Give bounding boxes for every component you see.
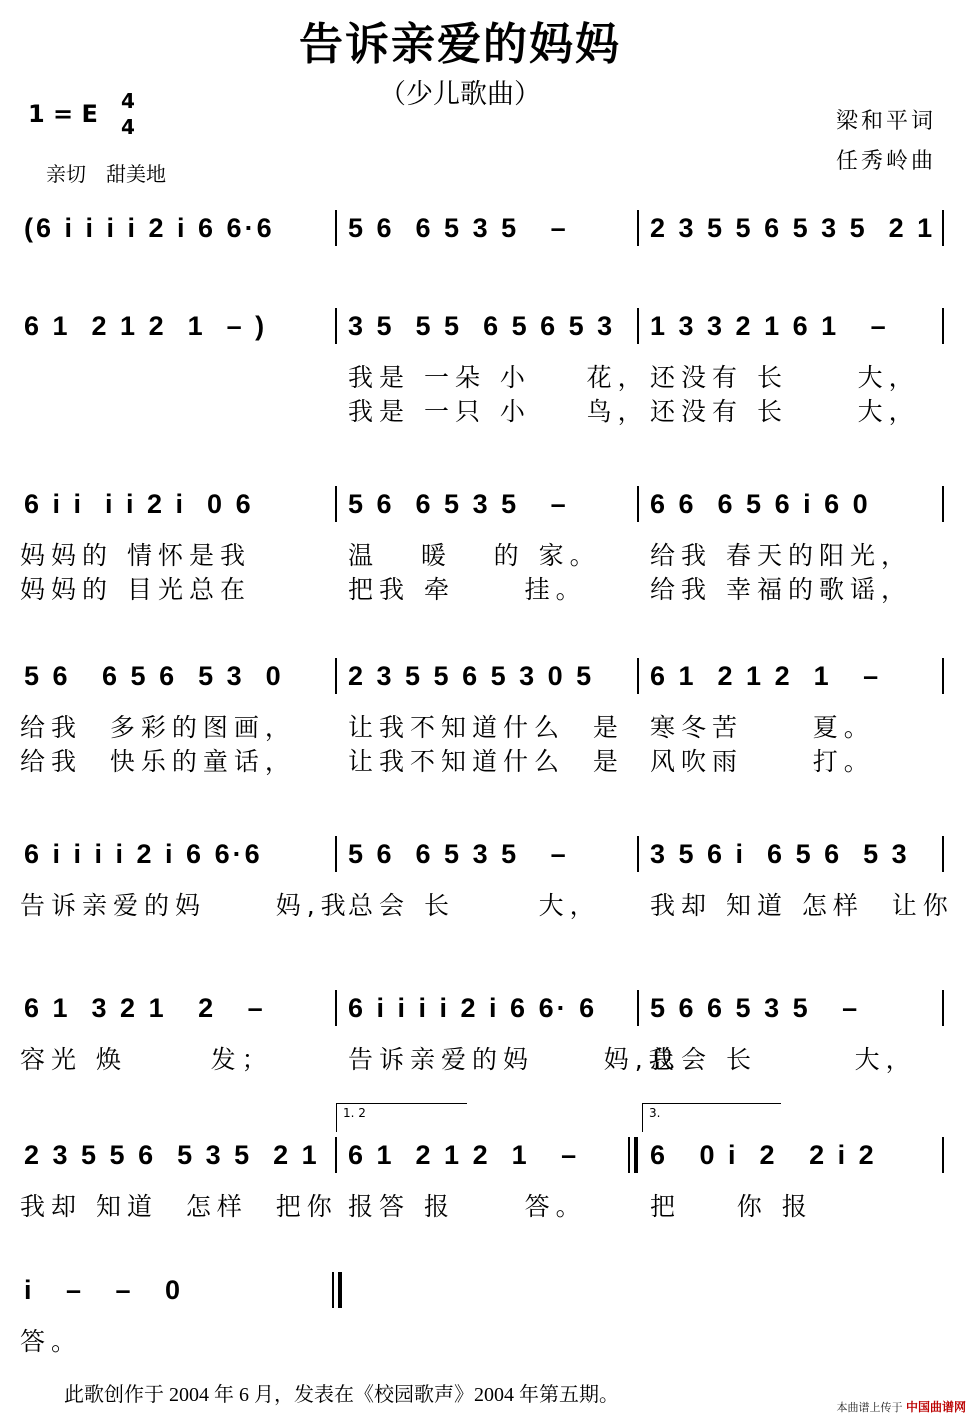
barline [637, 658, 639, 694]
lyric-line: 妈妈的 情怀是我 [20, 541, 251, 570]
key-signature: 1 = E [28, 100, 98, 128]
lyric-line: 把 你 报 [650, 1192, 813, 1221]
lyric-line: 答。 [20, 1327, 83, 1356]
measure: i – – 0 [24, 1275, 184, 1305]
lyric-line: 告诉亲爱的妈 妈,我 [348, 1045, 680, 1074]
notation-system [0, 1270, 972, 1310]
measure: 5 6 6 5 3 5 – [348, 839, 569, 869]
upload-site: 中国曲谱网 [905, 1400, 966, 1414]
volta-bracket: 1. 2 [336, 1103, 467, 1132]
notation-system [0, 1135, 972, 1175]
barline [628, 1137, 638, 1173]
lyric-line: 告诉亲爱的妈 妈,我 [20, 891, 352, 920]
measure: 3 5 6 i 6 5 6 5 3 [650, 839, 910, 869]
notation-system [0, 306, 972, 346]
measure: 2 3 5 5 6 5 3 0 5 [348, 661, 595, 691]
barline [335, 1137, 337, 1173]
meter-top: 4 [121, 89, 135, 113]
measure: 6 1 2 1 2 1 – [650, 661, 882, 691]
barline [942, 990, 944, 1026]
upload-credit [836, 1398, 966, 1415]
composer-credit: 任秀岭曲 [835, 149, 936, 174]
barline [637, 990, 639, 1026]
lyric-line: 让我不知道什么 是 [348, 713, 624, 742]
lyric-line: 风吹雨 打。 [650, 747, 875, 776]
lyric-line: 容光 焕 发； [20, 1045, 273, 1074]
barline [942, 658, 944, 694]
measure: 5 6 6 5 6 5 3 0 [24, 661, 284, 691]
lyric-line: 温 暖 的 家。 [348, 541, 601, 570]
song-title: 告诉亲爱的妈妈 [299, 19, 621, 70]
song-subtitle: （少儿歌曲） [379, 79, 541, 110]
lyric-line: 让我不知道什么 是 [348, 747, 624, 776]
measure: 6 i i i i 2 i 0 6 [24, 489, 254, 519]
measure: 6 i i i i 2 i 6 6· 6 [348, 993, 598, 1023]
measure: 1 3 3 2 1 6 1 – [650, 311, 889, 341]
barline [335, 486, 337, 522]
lyric-line: 总会 长 大， [348, 891, 601, 920]
barline [335, 308, 337, 344]
meter-bottom: 4 [121, 115, 135, 139]
measure: 6 i i i i 2 i 6 6·6 [24, 839, 263, 869]
measure: 3 5 5 5 6 5 6 5 3 [348, 311, 616, 341]
notation-system [0, 656, 972, 696]
lyric-line: 妈妈的 目光总在 [20, 575, 251, 604]
barline [942, 836, 944, 872]
barline [942, 210, 944, 246]
barline [942, 308, 944, 344]
barline [335, 990, 337, 1026]
expression-mark: 亲切 甜美地 [46, 162, 166, 186]
notation-system [0, 208, 972, 248]
footnote: 此歌创作于 2004 年 6 月，发表在《校园歌声》2004 年第五期。 [64, 1384, 619, 1406]
volta-bracket: 3. [642, 1103, 781, 1132]
barline [942, 1137, 944, 1173]
lyric-line: 还没有 长 大， [650, 363, 920, 392]
barline [335, 658, 337, 694]
barline [637, 210, 639, 246]
lyricist-credit: 梁和平词 [835, 109, 936, 134]
notation-system [0, 834, 972, 874]
upload-label: 本曲谱上传于 [836, 1401, 903, 1414]
lyric-line: 把我 牵 挂。 [348, 575, 587, 604]
lyric-line: 报答 报 答。 [348, 1192, 587, 1221]
barline [637, 836, 639, 872]
lyric-line: 还没有 长 大， [650, 397, 920, 426]
lyric-line: 给我 快乐的童话， [20, 747, 296, 776]
measure: (6 i i i i 2 i 6 6·6 [24, 213, 275, 243]
lyric-line: 我却 知道 怎样 让你 [650, 891, 954, 920]
lyric-line: 给我 幸福的歌谣， [650, 575, 912, 604]
notation-system [0, 484, 972, 524]
measure: 6 6 6 5 6 i 6 0 [650, 489, 871, 519]
lyric-line: 我是 一朵 小 花， [348, 363, 649, 392]
lyric-line: 我却 知道 怎样 把你 [20, 1192, 338, 1221]
measure: 6 1 2 1 2 1 – ) [24, 311, 268, 341]
measure: 6 1 3 2 1 2 – [24, 993, 266, 1023]
barline [332, 1272, 342, 1308]
time-signature [120, 88, 136, 140]
barline [335, 836, 337, 872]
lyric-line: 给我 春天的阳光， [650, 541, 912, 570]
measure: 2 3 5 5 6 5 3 5 2 1 [24, 1140, 320, 1170]
measure: 5 6 6 5 3 5 – [348, 213, 569, 243]
measure: 6 1 2 1 2 1 – [348, 1140, 580, 1170]
lyric-line: 我是 一只 小 鸟， [348, 397, 649, 426]
measure: 6 0 i 2 2 i 2 [650, 1140, 877, 1170]
barline [335, 210, 337, 246]
lyric-line: 寒冬苦 夏。 [650, 713, 875, 742]
lyric-line: 给我 多彩的图画， [20, 713, 296, 742]
notation-system [0, 988, 972, 1028]
barline [637, 308, 639, 344]
barline [942, 486, 944, 522]
measure: 5 6 6 5 3 5 – [650, 993, 861, 1023]
barline [637, 486, 639, 522]
measure: 5 6 6 5 3 5 – [348, 489, 569, 519]
lyric-line: 总会 长 大， [650, 1045, 917, 1074]
measure: 2 3 5 5 6 5 3 5 2 1 [650, 213, 936, 243]
